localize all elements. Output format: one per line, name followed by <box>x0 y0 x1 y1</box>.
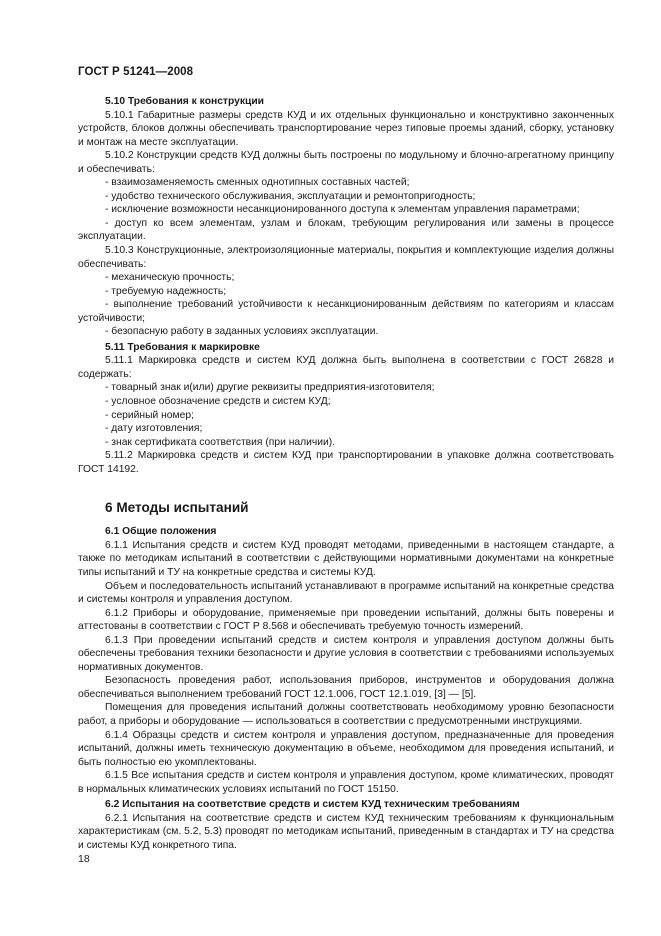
list-item: - требуемую надежность; <box>105 285 227 297</box>
section-heading: 6 Методы испытаний <box>105 500 249 516</box>
paragraph: Безопасность проведения работ, использования приборов, инструментов и оборудования должна обеспечиваться выполнением требований ГОСТ 12.1.006, ГОСТ 12.1.019, [3] — [5]. <box>78 675 614 700</box>
page-number: 18 <box>78 853 90 865</box>
page-content <box>78 95 614 852</box>
list-item: - дату изготовления; <box>105 423 203 435</box>
paragraph: Объем и последовательность испытаний устанавливают в программе испытаний на конкретные средства и системы контроля и управления доступом. <box>78 580 614 606</box>
subsection-heading: 5.10 Требования к конструкции <box>105 96 265 107</box>
paragraph: 6.1.5 Все испытания средств и систем контроля и управления доступом, кроме климатических, проводят в нормальных климатических условиях испытаний по ГОСТ 15150. <box>78 770 614 795</box>
list-item: - знак сертификата соответствия (при наличии). <box>105 436 336 448</box>
list-item: - удобство технического обслуживания, эксплуатации и ремонтопригодность; <box>105 190 476 202</box>
paragraph: 5.10.3 Конструкционные, электроизоляционные материалы, покрытия и комплектующие изделия должны обеспечивать: <box>78 245 614 270</box>
subsection-heading: 6.1 Общие положения <box>105 526 217 538</box>
paragraph: 5.10.2 Конструкции средств КУД должны быть построены по модульному и блочно-агрегатному принципу и обеспечивать: <box>78 150 614 175</box>
paragraph: 6.2.1 Испытания на соответствие средств и систем КУД техническим требованиям к функциональным характеристикам (см. 5.2, 5.3) проводят по методикам испытаний, приведенным в стандартах и ТУ на средства и системы КУД конкретного типа. <box>78 812 614 851</box>
list-item: - механическую прочность; <box>105 272 235 284</box>
paragraph: 6.1.4 Образцы средств и систем контроля и управления доступом, предназначенные для проведения испытаний, должны иметь техническую документацию в объеме, необходимом для проведения испытаний, и быть полностью ею укомплектованы. <box>78 729 614 768</box>
paragraph: Помещения для проведения испытаний должны соответствовать необходимому уровню безопасности работ, а приборы и оборудование — использоваться в соответствии с предусмотренными инструкциями. <box>78 702 614 727</box>
paragraph: 6.1.3 При проведении испытаний средств и систем контроля и управления доступом должны быть обеспечены требования техники безопасности и другие условия в соответствии с требованиями используемых нормативных документов. <box>78 634 614 673</box>
list-item: - взаимозаменяемость сменных однотипных составных частей; <box>105 177 410 189</box>
list-item: - товарный знак и(или) другие реквизиты предприятия-изготовителя; <box>105 382 435 394</box>
paragraph: 5.11.2 Маркировка средств и систем КУД при транспортировании в упаковке должна соответствовать ГОСТ 14192. <box>78 450 614 475</box>
paragraph: 6.1.1 Испытания средств и систем КУД проводят методами, приведенными в настоящем стандарте, а также по методикам испытаний в соответствии с действующими нормативными документами на конкретные типы испытаний и ТУ на конкретные средства и системы КУД. <box>78 539 614 578</box>
paragraph: 5.11.1 Маркировка средств и систем КУД должна быть выполнена в соответствии с ГОСТ 26828 и содержать: <box>78 355 614 380</box>
list-item: - выполнение требований устойчивости к несанкционированным действиям по категориям и классам устойчивости; <box>78 299 614 324</box>
paragraph: 6.1.2 Приборы и оборудование, применяемые при проведении испытаний, должны быть поверены и аттестованы в соответствии с ГОСТ Р 8.568 и обеспечивать требуемую точность измерений. <box>78 607 614 633</box>
list-item: - безопасную работу в заданных условиях эксплуатации. <box>105 326 379 338</box>
subsection-heading: 5.11 Требования к маркировке <box>105 341 260 353</box>
document-header: ГОСТ Р 51241—2008 <box>78 66 194 78</box>
list-item: - исключение возможности несанкционированного доступа к элементам управления параметрами; <box>105 204 580 216</box>
list-item: - доступ ко всем элементам, узлам и блокам, требующим регулирования или замены в процессе эксплуатации. <box>78 217 614 243</box>
list-item: - серийный номер; <box>105 409 194 421</box>
subsection-heading: 6.2 Испытания на соответствие средств и систем КУД техническим требованиям <box>105 799 520 811</box>
paragraph: 5.10.1 Габаритные размеры средств КУД и их отдельных функционально и конструктивно законченных устройств, блоков должны обеспечивать транспортирование через типовые проемы зданий, сборку, установку и монтаж на месте эксплуатации. <box>78 109 614 148</box>
list-item: - условное обозначение средств и систем КУД; <box>105 396 331 408</box>
